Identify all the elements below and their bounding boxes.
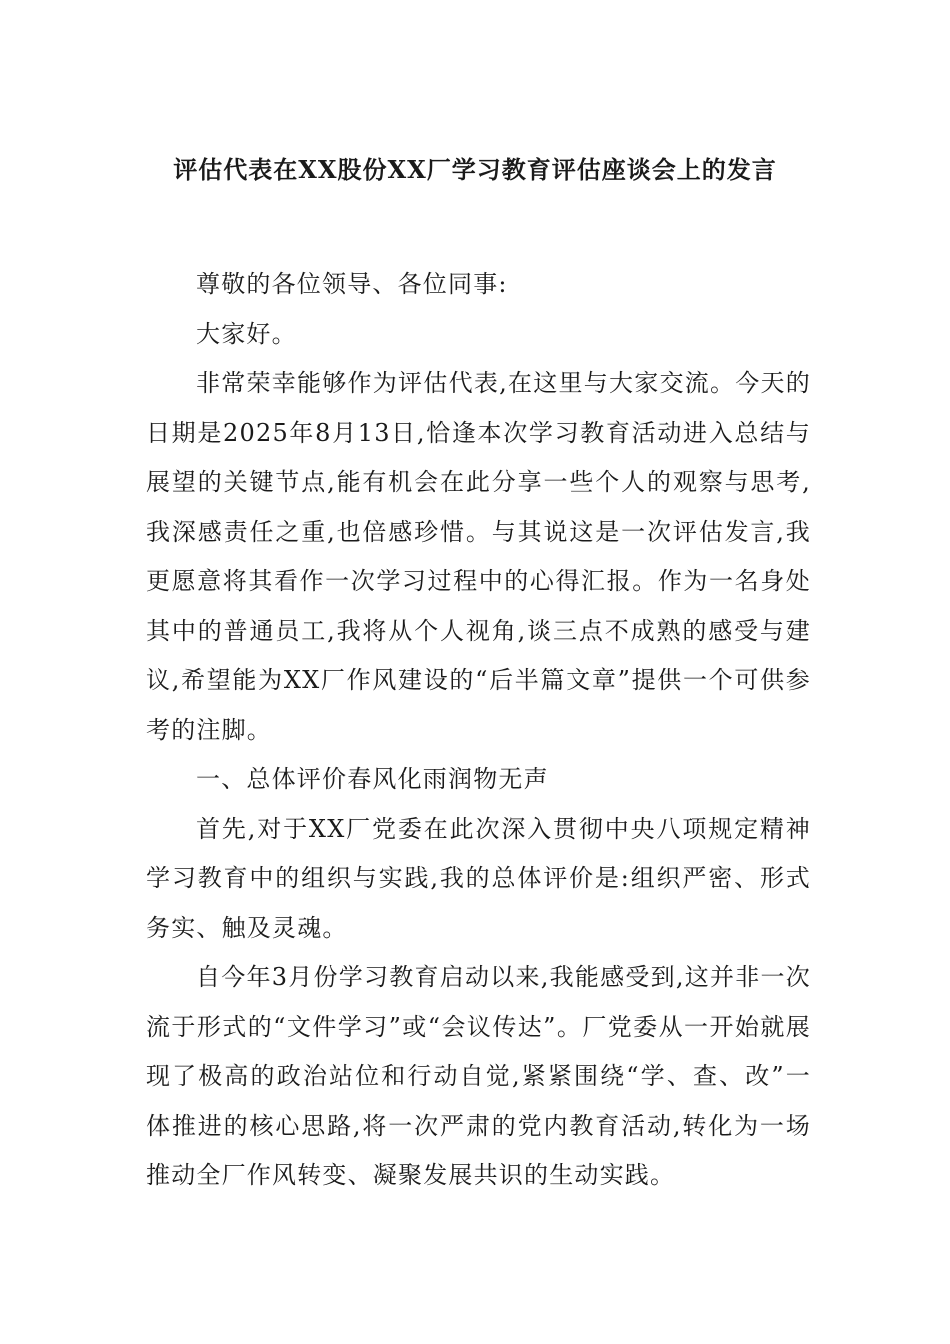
document-title: 评估代表在XX股份XX厂学习教育评估座谈会上的发言 — [173, 155, 777, 184]
intro-paragraph: 非常荣幸能够作为评估代表,在这里与大家交流。今天的日期是2025年8月13日,恰逢本次学习教育活动进入总结与展望的关键节点,能有机会在此分享一些个人的观察与思考,我深感责任之重,也倍感珍惜。与其说这是一次评估发言,我更愿意将其看作一次学习过程中的心得汇报。作为一名身处其中的普通员工,我将从个人视角,谈三点不成熟的感受与建议,希望能为XX厂作风建设的“后半篇文章”提供一个可供参考的注脚。 — [146, 369, 811, 744]
body-paragraph: 自今年3月份学习教育启动以来,我能感受到,这并非一次流于形式的“文件学习”或“会议传达”。厂党委从一开始就展现了极高的政治站位和行动自觉,紧紧围绕“学、查、改”一体推进的核心思路,将一次严肃的党内教育活动,转化为一场推动全厂作风转变、凝聚发展共识的生动实践。 — [146, 963, 811, 1189]
greeting: 大家好。 — [196, 319, 297, 348]
salutation: 尊敬的各位领导、各位同事: — [196, 270, 508, 298]
document-body — [146, 260, 811, 1201]
section-heading: 一、总体评价春风化雨润物无声 — [196, 765, 549, 793]
body-paragraph: 首先,对于XX厂党委在此次深入贯彻中央八项规定精神学习教育中的组织与实践,我的总体评价是:组织严密、形式务实、触及灵魂。 — [146, 814, 811, 942]
